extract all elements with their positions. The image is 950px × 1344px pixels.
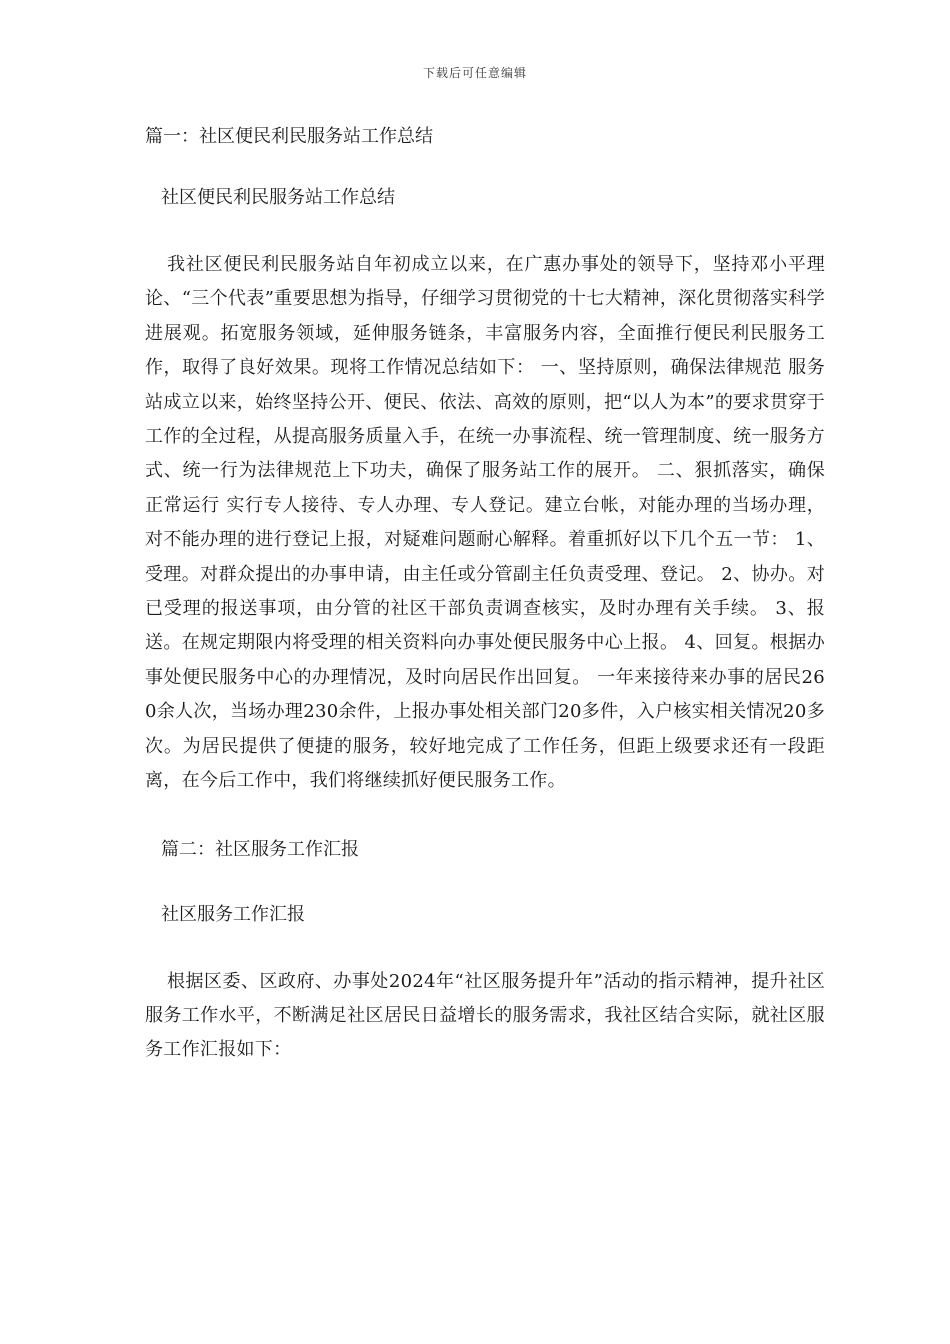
section2-subtitle: 社区服务工作汇报: [161, 903, 305, 925]
section1-subtitle: 社区便民利民服务站工作总结: [161, 187, 395, 208]
document-content: [145, 122, 825, 1068]
section2-title: 篇二：社区服务工作汇报: [161, 838, 359, 860]
section1-body: 我社区便民利民服务站自年初成立以来，在广惠办事处的领导下，坚持邓小平理论、“三个代表”重要思想为指导，仔细学习贯彻党的十七大精神，深化贯彻落实科学进展观。拓宽服务领域，延伸服务链条，丰富服务内容，全面推行便民利民服务工作，取得了良好效果。现将工作情况总结如下： 一、坚持原则，确保法律规范 服务站成立以来，始终坚持公开、便民、依法、高效的原则，把“以人为本”的要求贯穿于工作的全过程，从提高服务质量入手，在统一办事流程、统一管理制度、统一服务方式、统一行为法律规范上下功夫，确保了服务站工作的展开。 二、狠抓落实，确保正常运行 实行专人接待、专人办理、专人登记。建立台帐，对能办理的当场办理，对不能办理的进行登记上报，对疑难问题耐心解释。着重抓好以下几个五一节： 1、受理。对群众提出的办事申请，由主任或分管副主任负责受理、登记。 2、协办。对已受理的报送事项，由分管的社区干部负责调查核实，及时办理有关手续。 3、报送。在规定期限内将受理的相关资料向办事处便民服务中心上报。 4、回复。根据办事处便民服务中心的办理情况，及时向居民作出回复。 一年来接待来办事的居民260余人次，当场办理230余件，上报办事处相关部门20多件，入户核实相关情况20多次。为居民提供了便捷的服务，较好地完成了工作任务，但距上级要求还有一段距离，在今后工作中，我们将继续抓好便民服务工作。: [145, 254, 825, 792]
section2-body: 根据区委、区政府、办事处2024年“社区服务提升年”活动的指示精神，提升社区服务工作水平，不断满足社区居民日益增长的服务需求，我社区结合实际，就社区服务工作汇报如下：: [145, 970, 825, 1061]
section1-title: 篇一：社区便民利民服务站工作总结: [145, 126, 433, 147]
header-note: 下载后可任意编辑: [422, 66, 527, 80]
